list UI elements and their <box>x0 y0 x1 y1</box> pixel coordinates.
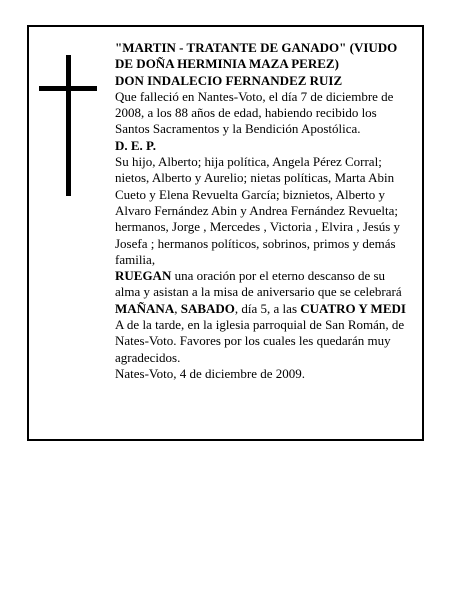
deceased-name: DON INDALECIO FERNANDEZ RUIZ <box>115 72 343 88</box>
family-line: hermanos, Jorge , Mercedes , Victoria , Elvira , Jesús y <box>115 219 401 235</box>
closing-line: A de la tarde, en la iglesia parroquial de San Román, de <box>115 317 405 333</box>
cross-icon <box>39 55 97 196</box>
family-line: Josefa ; hermanos políticos, sobrinos, primos y demás <box>115 235 396 251</box>
heading-line: "MARTIN - TRATANTE DE GANADO" (VIUDO <box>115 40 398 55</box>
ruegan-label: RUEGAN <box>115 268 172 284</box>
family-line: familia, <box>115 251 156 267</box>
notice-text <box>115 40 415 382</box>
manana-label: MAÑANA <box>115 300 175 316</box>
family-line: Alvaro Fernández Abin y Andrea Fernández Revuelta; <box>115 202 399 218</box>
heading-line: DE DOÑA HERMINIA MAZA PEREZ) <box>115 56 339 72</box>
schedule-line <box>115 301 415 317</box>
ruegan-line <box>115 268 415 284</box>
death-line: Santos Sacramentos y la Bendición Apostólica. <box>115 121 361 137</box>
cross-vertical-bar <box>66 55 71 196</box>
obituary-notice <box>27 25 424 441</box>
schedule-hour: CUATRO Y MEDI <box>300 300 406 316</box>
closing-line: agradecidos. <box>115 349 181 365</box>
death-line: Que falleció en Nantes-Voto, el día 7 de diciembre de <box>115 88 394 104</box>
place-date-line: Nates-Voto, 4 de diciembre de 2009. <box>115 365 306 381</box>
family-line: Cueto y Elena Revuelta García; biznietos, Alberto y <box>115 186 386 202</box>
dep-label: D. E. P. <box>115 137 157 153</box>
ruegan-text: una oración por el eterno descanso de su <box>171 268 386 284</box>
family-line: nietos, Alberto y Aurelio; nietas políticas, Marta Abin <box>115 170 395 186</box>
closing-line: Nates-Voto. Favores por los cuales les quedarán muy <box>115 333 391 349</box>
cross-horizontal-bar <box>39 86 97 91</box>
family-line: Su hijo, Alberto; hija política, Angela Pérez Corral; <box>115 154 382 170</box>
schedule-comma: , <box>174 300 181 316</box>
schedule-day: , día 5, a las <box>234 300 301 316</box>
death-line: 2008, a los 88 años de edad, habiendo recibido los <box>115 105 377 121</box>
sabado-label: SABADO <box>180 300 235 316</box>
mass-line: alma y asistan a la misa de aniversario que se celebrará <box>115 284 402 300</box>
